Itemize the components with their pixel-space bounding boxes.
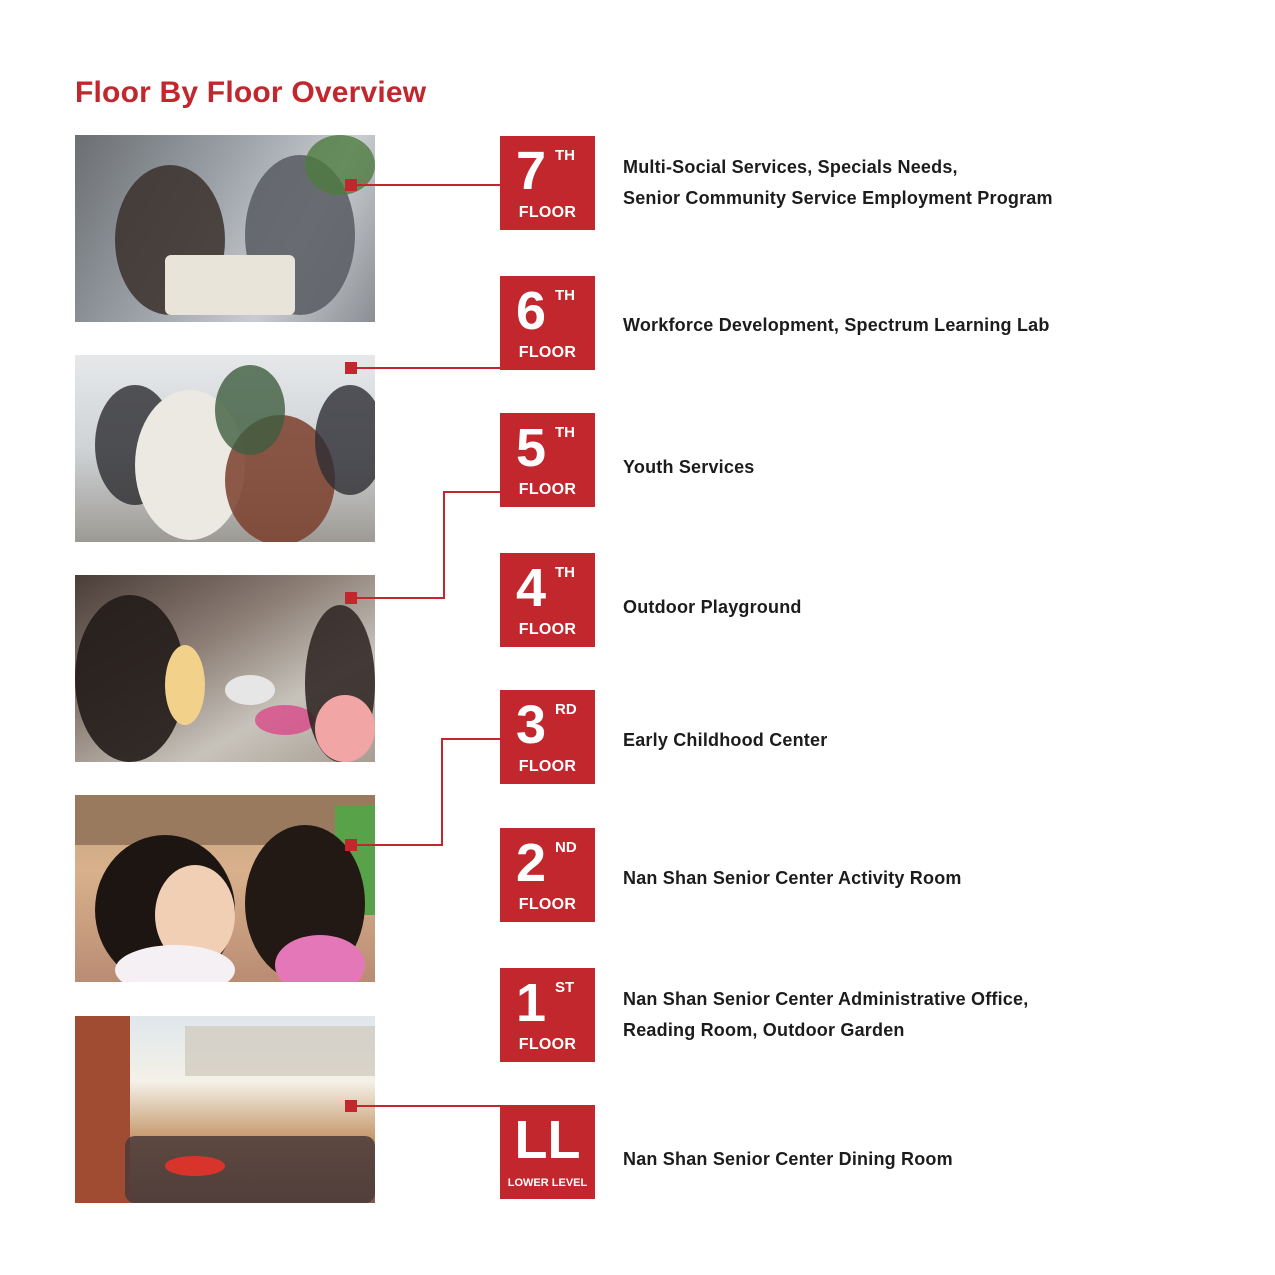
description-line: Multi-Social Services, Specials Needs,	[623, 157, 958, 177]
floor-badge-2nd	[500, 828, 595, 922]
description-line: Reading Room, Outdoor Garden	[623, 1020, 905, 1040]
floor-description-7th	[623, 152, 1243, 214]
floor-description-1st	[623, 984, 1243, 1046]
floor-badge-6th	[500, 276, 595, 370]
floor-number: 2	[516, 833, 547, 893]
photo-counseling	[75, 135, 375, 322]
description-line: Workforce Development, Spectrum Learning Lab	[623, 315, 1050, 335]
floor-suffix: ST	[555, 979, 575, 996]
floor-suffix: TH	[555, 564, 575, 581]
floor-number: 5	[516, 418, 547, 478]
floor-suffix: RD	[555, 701, 577, 718]
floor-suffix: TH	[555, 424, 575, 441]
floor-number: 7	[516, 141, 547, 201]
floor-description-6th	[623, 310, 1243, 341]
floor-label: FLOOR	[518, 896, 577, 913]
floor-description-lower-level	[623, 1144, 1243, 1175]
floor-description-2nd	[623, 863, 1243, 894]
floor-badge-4th	[500, 553, 595, 647]
floor-badge-lower-level	[500, 1105, 595, 1199]
floor-badge-5th	[500, 413, 595, 507]
description-line: Youth Services	[623, 457, 755, 477]
floor-label: FLOOR	[518, 758, 577, 775]
floor-number: LL	[514, 1110, 581, 1170]
floor-label: FLOOR	[518, 204, 577, 221]
floor-badge-7th	[500, 136, 595, 230]
floor-suffix: ND	[555, 839, 577, 856]
floor-label: FLOOR	[518, 344, 577, 361]
floor-number: 4	[516, 558, 547, 618]
floor-badge-3rd	[500, 690, 595, 784]
description-line: Nan Shan Senior Center Dining Room	[623, 1149, 953, 1169]
description-line: Nan Shan Senior Center Activity Room	[623, 868, 962, 888]
floor-number: 1	[516, 973, 547, 1033]
floor-label: FLOOR	[518, 481, 577, 498]
description-line: Senior Community Service Employment Program	[623, 188, 1053, 208]
photo-learning-lab	[75, 355, 375, 542]
floor-label: LOWER LEVEL	[507, 1177, 588, 1189]
floor-number: 6	[516, 281, 547, 341]
photo-youth-art	[75, 575, 375, 762]
page-title: Floor By Floor Overview	[75, 76, 427, 109]
photo-dining-room	[75, 1016, 375, 1203]
floor-description-5th	[623, 452, 1243, 483]
floor-suffix: TH	[555, 287, 575, 304]
floor-label: FLOOR	[518, 1036, 577, 1053]
floor-suffix: TH	[555, 147, 575, 164]
floor-badge-1st	[500, 968, 595, 1062]
floor-label: FLOOR	[518, 621, 577, 638]
floor-number: 3	[516, 695, 547, 755]
description-line: Early Childhood Center	[623, 730, 828, 750]
photo-childhood	[75, 795, 375, 982]
description-line: Nan Shan Senior Center Administrative Office,	[623, 989, 1029, 1009]
description-line: Outdoor Playground	[623, 597, 802, 617]
floor-description-3rd	[623, 725, 1243, 756]
floor-description-4th	[623, 592, 1243, 623]
